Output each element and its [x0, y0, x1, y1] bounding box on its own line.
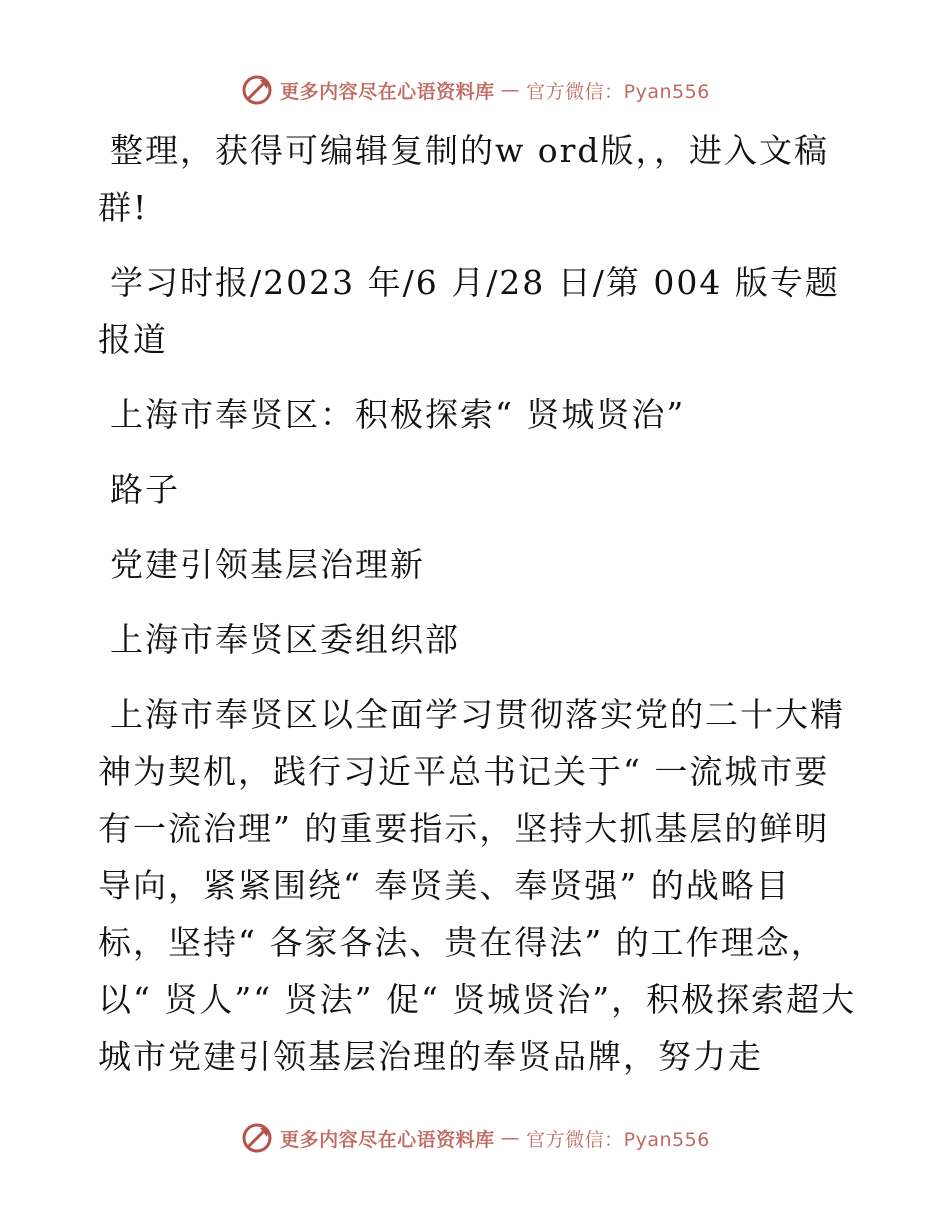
quill-seal-icon — [240, 73, 274, 107]
quill-seal-icon — [240, 1121, 274, 1155]
paragraph-title-continued: 路子 — [110, 470, 180, 509]
watermark-wechat: 官方微信：Pyan556 — [526, 1128, 710, 1151]
document-body — [98, 122, 858, 1103]
header-watermark — [0, 70, 950, 110]
watermark-separator: — — [500, 79, 521, 101]
paragraph-subtitle: 党建引领基层治理新 — [110, 545, 425, 584]
watermark-wechat: 官方微信：Pyan556 — [526, 80, 710, 103]
paragraph-title: 上海市奉贤区：积极探索“ 贤城贤治” — [110, 395, 686, 434]
paragraph: 整理，获得可编辑复制的w ord版，，进入文稿群! — [98, 131, 830, 227]
paragraph-body: 上海市奉贤区以全面学习贯彻落实党的二十大精神为契机，践行习近平总书记关于“ 一流城市要有一流治理” 的重要指示，坚持大抓基层的鲜明导向，紧紧围绕“ 奉贤美、奉贤强” 的战略目标，坚持“ 各家各法、贵在得法” 的工作理念，以“ 贤人”“ 贤法” 促“ 贤城贤治”，积极探索超大城市党建引领基层治理的奉贤品牌，努力走 — [98, 695, 857, 1076]
watermark-text: 更多内容尽在心语资料库 — [280, 80, 495, 103]
paragraph-author: 上海市奉贤区委组织部 — [110, 620, 460, 659]
watermark-separator: — — [500, 1127, 521, 1149]
watermark-text: 更多内容尽在心语资料库 — [280, 1128, 495, 1151]
paragraph-source: 学习时报/2023 年/6 月/28 日/第 004 版专题报道 — [98, 263, 840, 359]
footer-watermark — [0, 1118, 950, 1158]
